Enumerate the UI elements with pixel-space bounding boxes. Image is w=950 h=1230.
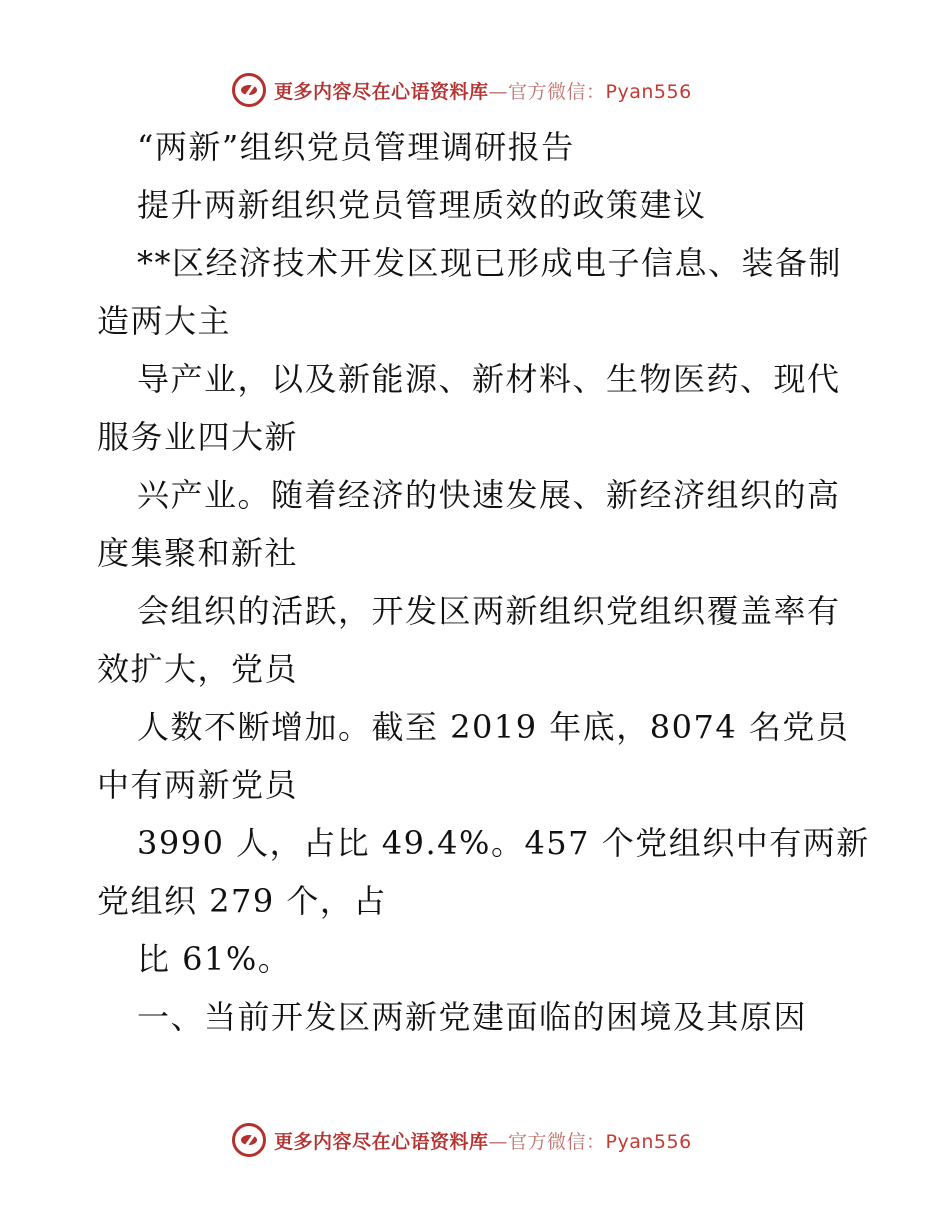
watermark-handle: Pyan556 — [605, 80, 692, 103]
document-subtitle: 提升两新组织党员管理质效的政策建议 — [137, 186, 707, 224]
pen-nib-logo-icon — [232, 73, 266, 107]
watermark-site-text: 更多内容尽在心语资料库 — [274, 80, 489, 103]
paragraph-line: 导产业，以及新能源、新材料、生物医药、现代 — [137, 360, 841, 398]
watermark-wechat-label: 官方微信： — [508, 1130, 606, 1153]
paragraph-line: 党组织 279 个，占 — [97, 882, 387, 920]
watermark-wechat-label: 官方微信： — [508, 80, 606, 103]
paragraph-line: 服务业四大新 — [97, 418, 299, 456]
watermark-dash: — — [488, 1130, 509, 1153]
watermark-handle: Pyan556 — [605, 1130, 692, 1153]
watermark-banner-bottom — [232, 1122, 692, 1158]
paragraph-line: 造两大主 — [97, 302, 232, 340]
document-body — [97, 118, 870, 1046]
paragraph-line: **区经济技术开发区现已形成电子信息、装备制 — [137, 244, 843, 282]
paragraph-line: 度集聚和新社 — [97, 534, 299, 572]
watermark-dash: — — [488, 80, 509, 103]
paragraph-line: 会组织的活跃，开发区两新组织党组织覆盖率有 — [137, 592, 841, 630]
paragraph-line: 人数不断增加。截至 2019 年底，8074 名党员 — [137, 708, 850, 746]
section-heading: 一、当前开发区两新党建面临的困境及其原因 — [137, 998, 808, 1036]
document-title: “两新”组织党员管理调研报告 — [137, 128, 575, 166]
watermark-banner-top — [232, 72, 692, 108]
pen-nib-logo-icon — [232, 1123, 266, 1157]
paragraph-line: 比 61%。 — [137, 940, 292, 978]
paragraph-line: 中有两新党员 — [97, 766, 299, 804]
paragraph-line: 3990 人，占比 49.4%。457 个党组织中有两新 — [137, 824, 870, 862]
watermark-site-text: 更多内容尽在心语资料库 — [274, 1130, 489, 1153]
paragraph-line: 效扩大，党员 — [97, 650, 299, 688]
paragraph-line: 兴产业。随着经济的快速发展、新经济组织的高 — [137, 476, 841, 514]
